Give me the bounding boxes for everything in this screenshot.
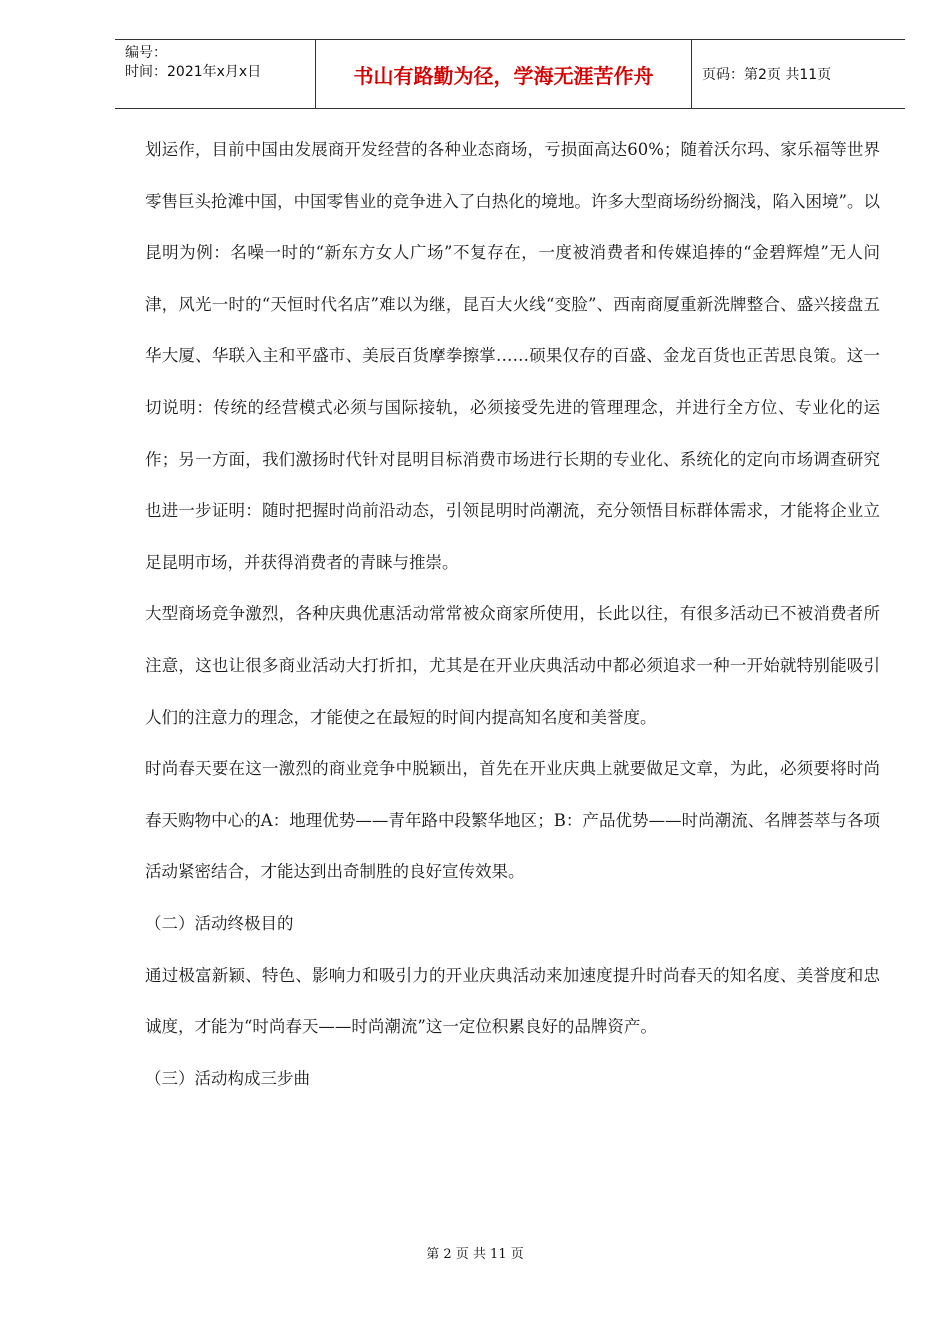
- document-body: [145, 124, 880, 1104]
- paragraph-competition: 大型商场竞争激烈，各种庆典优惠活动常常被众商家所使用，长此以往，有很多活动已不被消费者所注意，这也让很多商业活动大打折扣，尤其是在开业庆典活动中都必须追求一种一开始就特别能吸引人们的注意力的理念，才能使之在最短的时间内提高知名度和美誉度。: [145, 604, 880, 727]
- header-meta: [115, 40, 316, 108]
- document-number-label: 编号：: [125, 45, 167, 61]
- page-footer: 第 2 页 共 11 页: [426, 1247, 524, 1262]
- paragraph-goal: 通过极富新颖、特色、影响力和吸引力的开业庆典活动来加速度提升时尚春天的知名度、美誉度和忠诚度，才能为“时尚春天——时尚潮流”这一定位积累良好的品牌资产。: [145, 965, 880, 1037]
- section-heading-steps: （三）活动构成三步曲: [145, 1068, 310, 1088]
- header-page-number: 页码：第2页 共11页: [702, 67, 832, 83]
- paragraph-opening-strategy: 时尚春天要在这一激烈的商业竞争中脱颖出，首先在开业庆典上就要做足文章，为此，必须要将时尚春天购物中心的A：地理优势——青年路中段繁华地区；B：产品优势——时尚潮流、名牌荟萃与各项活动紧密结合，才能达到出奇制胜的良好宣传效果。: [145, 759, 880, 882]
- document-time-label: 时间：2021年x月x日: [125, 64, 262, 80]
- section-heading-goal: （二）活动终极目的: [145, 913, 294, 933]
- header-motto: 书山有路勤为径，学海无涯苦作舟: [316, 40, 692, 108]
- page-header: [115, 39, 905, 109]
- paragraph-market-analysis: 划运作，目前中国由发展商开发经营的各种业态商场，亏损面高达60%；随着沃尔玛、家乐福等世界零售巨头抢滩中国，中国零售业的竞争进入了白热化的境地。许多大型商场纷纷搁浅，陷入困境”。以昆明为例：名噪一时的“新东方女人广场”不复存在，一度被消费者和传媒追捧的“金碧辉煌”无人问津，风光一时的“天恒时代名店”难以为继，昆百大火线“变脸”、西南商厦重新洗牌整合、盛兴接盘五华大厦、华联入主和平盛市、美辰百货摩拳擦掌……硕果仅存的百盛、金龙百货也正苦思良策。这一切说明：传统的经营模式必须与国际接轨，必须接受先进的管理理念，并进行全方位、专业化的运作；另一方面，我们激扬时代针对昆明目标消费市场进行长期的专业化、系统化的定向市场调查研究也进一步证明：随时把握时尚前沿动态，引领昆明时尚潮流，充分领悟目标群体需求，才能将企业立足昆明市场，并获得消费者的青睐与推崇。: [145, 140, 880, 572]
